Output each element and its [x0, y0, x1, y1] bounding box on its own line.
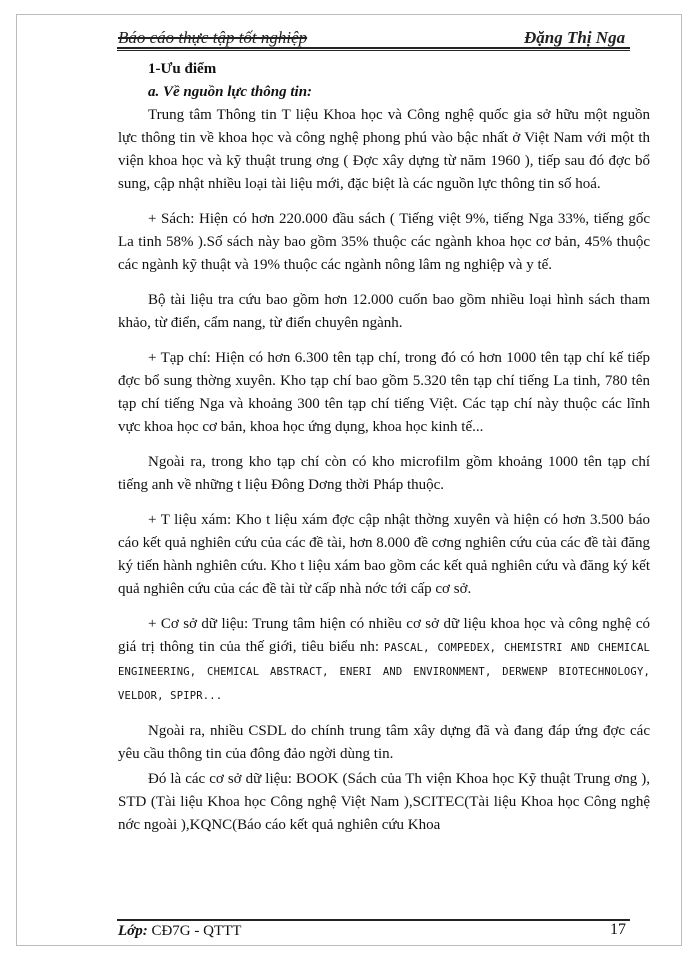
paragraph-databases — [118, 613, 650, 708]
paragraph-internal-db: Ngoài ra, nhiều CSDL do chính trung tâm xây dựng đã và đang đáp ứng đợc các yêu cầu thông tin của đông đảo ngời dùng tin. — [118, 723, 650, 762]
paragraph-reference: Bộ tài liệu tra cứu bao gồm hơn 12.000 cuốn bao gồm nhiều loại hình sách tham khảo, từ điển, cẩm nang, từ điển chuyên ngành. — [118, 292, 650, 331]
database-list: PASCAL, COMPEDEX, CHEMISTRI AND CHEMICAL ENGINEERING, CHEMICAL ABSTRACT, ENERI AND ENVIRONMENT, DERWENP BIOTECHNOLOGY, VELDOR, SPIPR... — [118, 642, 650, 702]
paragraph-books: + Sách: Hiện có hơn 220.000 đầu sách ( Tiếng việt 9%, tiếng Nga 33%, tiếng gốc La tinh 58% ).Số sách này bao gồm 35% thuộc các ngành khoa học cơ bản, 45% thuộc các ngành kỹ thuật và 19% thuộc các ngành nông lâm ng nghiệp và y tế. — [118, 211, 650, 273]
paragraph-db-list: Đó là các cơ sở dữ liệu: BOOK (Sách của Th viện Khoa học Kỹ thuật Trung ơng ), STD (Tài liệu Khoa học Công nghệ Việt Nam ),SCITEC(Tài liệu Khoa học Công nghệ nớc ngoài ),KQNC(Báo cáo kết quả nghiên cứu Khoa — [118, 771, 650, 833]
page-number: 17 — [610, 921, 626, 938]
footer-class-label: Lớp: — [118, 923, 148, 939]
document-body — [118, 58, 650, 839]
paragraph-intro: Trung tâm Thông tin T liệu Khoa học và Công nghệ quốc gia sở hữu một nguồn lực thông tin về khoa học và công nghệ phong phú vào bậc nhất ở Việt Nam với một th viện khoa học và kỹ thuật trung ơng ( Đợc xây dựng từ năm 1960 ), tiếp sau đó đợc bổ sung, cập nhật nhiều loại tài liệu mới, đặc biệt là các nguồn lực thông tin số hoá. — [118, 107, 650, 192]
footer-divider — [117, 919, 630, 921]
section-subheading: a. Về nguồn lực thông tin: — [148, 84, 313, 100]
header-report-title: Báo cáo thực tập tốt nghiệp — [118, 28, 308, 47]
paragraph-grey-literature: + T liệu xám: Kho t liệu xám đợc cập nhật thờng xuyên và hiện có hơn 3.500 báo cáo kết quả nghiên cứu của các đề tài, hơn 8.000 đề cơng nghiên cứu của các đề tài đăng ký tiến hành nghiên cứu. Kho t liệu xám bao gồm các kết quả nghiên cứu và đăng ký kết quả nghiên cứu của các đề tài từ cấp nhà nớc tới cấp cơ sở. — [118, 512, 650, 597]
paragraph-journals: + Tạp chí: Hiện có hơn 6.300 tên tạp chí, trong đó có hơn 1000 tên tạp chí kế tiếp đợc bổ sung thờng xuyên. Kho tạp chí bao gồm 5.320 tên tạp chí tiếng La tinh, 780 tên tạp chí tiếng Nga và khoảng 300 tên tạp chí tiếng Việt. Các tạp chí này thuộc các lĩnh vực khoa học cơ bản, khoa học ứng dụng, khoa học kinh tế... — [118, 350, 650, 435]
header-divider — [117, 47, 630, 51]
paragraph-microfilm: Ngoài ra, trong kho tạp chí còn có kho microfilm gồm khoảng 1000 tên tạp chí tiếng anh về những t liệu Đông Dơng thời Pháp thuộc. — [118, 454, 650, 493]
section-heading: 1-Ưu điểm — [148, 61, 217, 77]
footer-class-value: CĐ7G - QTTT — [151, 923, 242, 939]
databases-text: + Cơ sở dữ liệu: Trung tâm hiện có nhiều cơ sở dữ liệu khoa học và công nghệ có giá trị thông tin của thế giới, tiêu biểu nh: — [118, 616, 650, 655]
header-author-name: Đặng Thị Nga — [524, 28, 626, 47]
footer-class — [118, 923, 241, 940]
